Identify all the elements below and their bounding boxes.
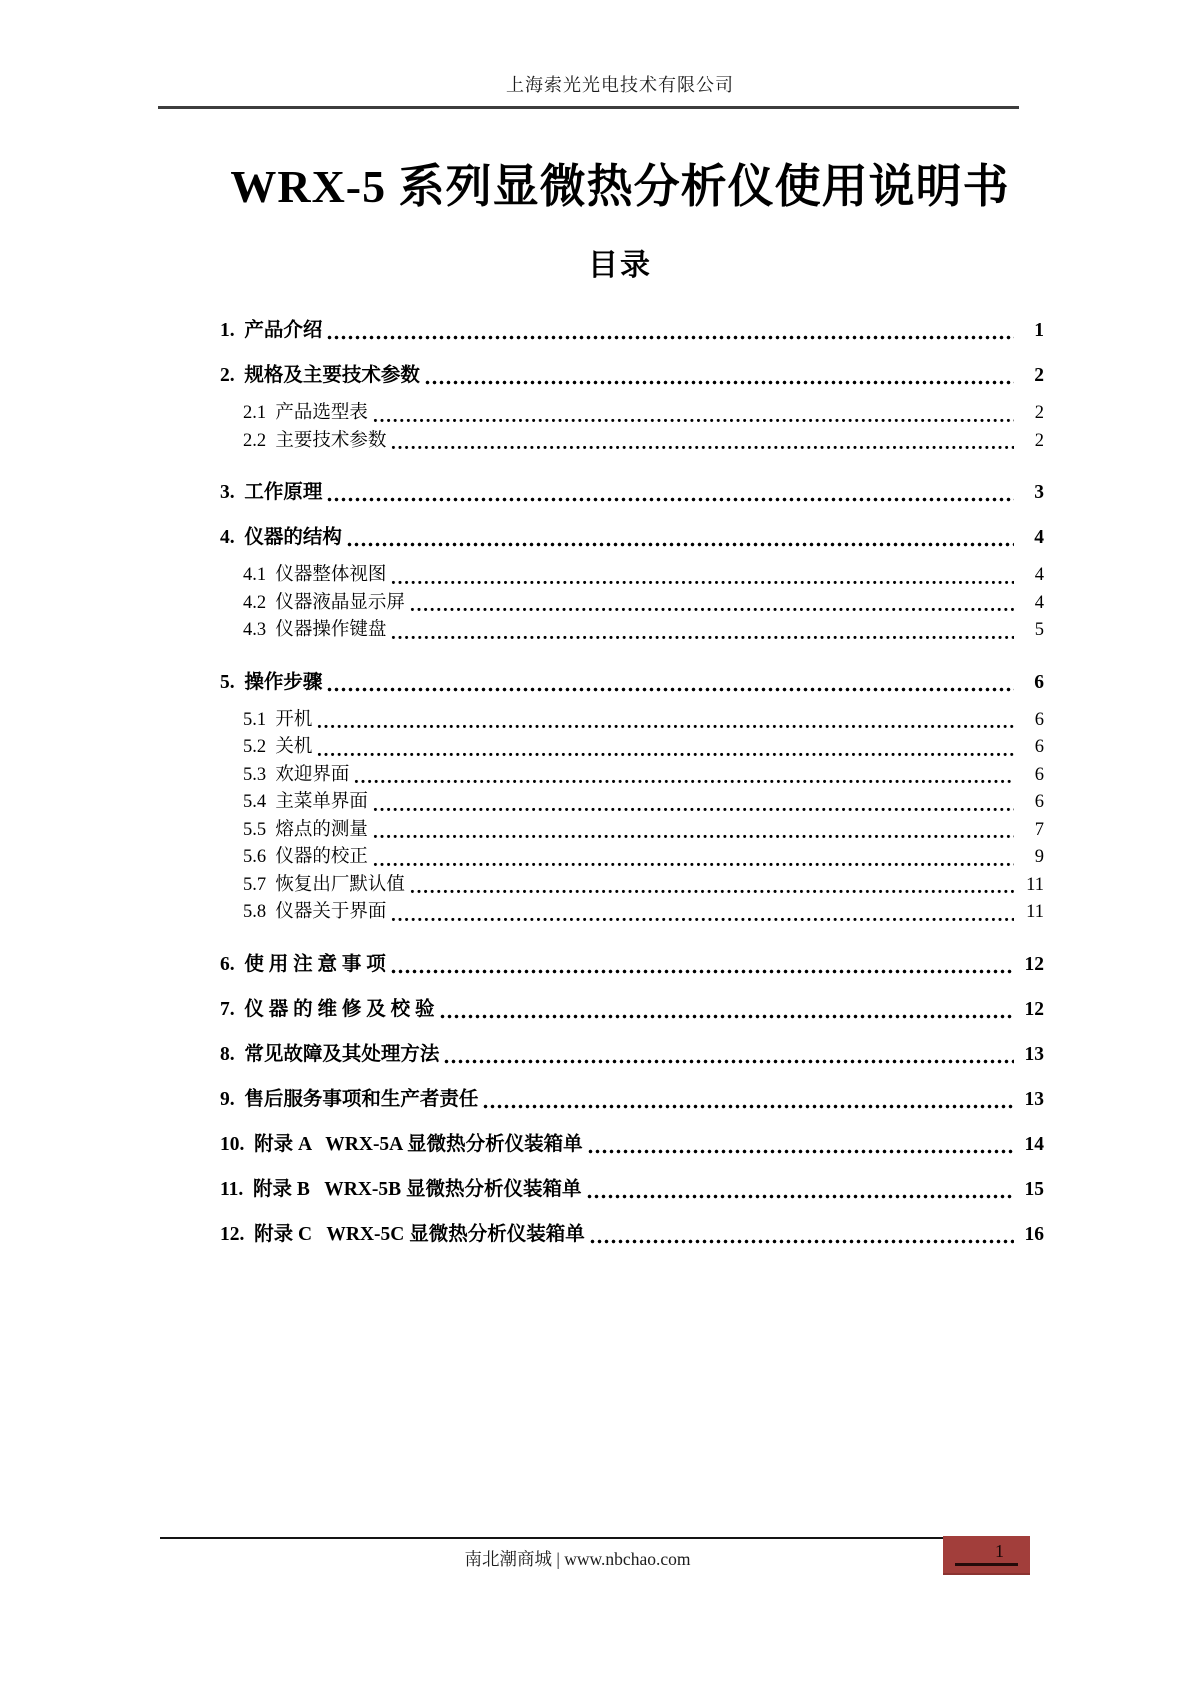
toc-dot-leader	[410, 889, 1014, 894]
toc-entry[interactable]	[220, 1221, 1044, 1249]
toc-entry[interactable]	[220, 872, 1044, 900]
footer-site-text: 南北潮商城 | www.nbchao.com	[464, 1549, 691, 1569]
toc-entry-page: 11	[1026, 874, 1044, 895]
toc-entry[interactable]	[220, 617, 1044, 645]
page-number-underline	[955, 1563, 1018, 1566]
toc-entry-label: 4.3 仪器操作键盘	[243, 620, 387, 640]
toc-dot-leader	[391, 580, 1014, 585]
toc-entry-page: 1	[1034, 320, 1044, 341]
toc-entry-label: 5.4 主菜单界面	[243, 792, 368, 812]
toc-dot-leader	[587, 1194, 1015, 1199]
toc-dot-leader	[373, 418, 1014, 423]
toc-entry-page: 4	[1034, 565, 1044, 585]
toc-entry-page: 2	[1034, 430, 1044, 451]
toc-entry[interactable]	[220, 428, 1044, 456]
header-rule	[158, 106, 1019, 109]
toc-entry[interactable]	[220, 817, 1044, 845]
toc-dot-leader	[590, 1239, 1014, 1244]
toc-entry-page: 15	[1024, 1178, 1044, 1200]
toc-entry-label: 4.2 仪器液晶显示屏	[243, 592, 405, 613]
toc-dot-leader	[440, 1014, 1014, 1019]
toc-entry[interactable]	[220, 844, 1044, 872]
toc-entry-page: 6	[1034, 792, 1044, 812]
toc-entry-label: 5.1 开机	[243, 709, 313, 730]
toc-entry-page: 11	[1026, 902, 1044, 922]
page-number-value: 1	[995, 1541, 1004, 1561]
toc-entry-label: 5. 操作步骤	[220, 671, 323, 693]
toc-entry-label: 1. 产品介绍	[220, 320, 323, 341]
toc-entry-label: 2.2 主要技术参数	[243, 430, 387, 451]
toc-entry-page: 12	[1024, 998, 1044, 1020]
toc-entry[interactable]	[220, 524, 1044, 552]
toc-entry-label: 11. 附录 B WRX-5B 显微热分析仪装箱单	[220, 1178, 582, 1200]
toc-dot-leader	[425, 380, 1014, 385]
toc-entry-label: 3. 工作原理	[220, 482, 323, 503]
toc-entry-label: 2. 规格及主要技术参数	[220, 365, 420, 386]
toc-entry-page: 5	[1034, 620, 1044, 640]
toc-entry-page: 6	[1034, 764, 1044, 785]
toc-entry[interactable]	[220, 1176, 1044, 1204]
toc-entry[interactable]	[220, 899, 1044, 927]
toc-heading: 目录	[588, 249, 652, 282]
toc-dot-leader	[373, 862, 1014, 867]
toc-entry-page: 9	[1034, 847, 1044, 867]
toc-entry-page: 13	[1024, 1043, 1044, 1065]
toc-entry-label: 2.1 产品选型表	[243, 403, 368, 423]
toc-dot-leader	[327, 335, 1014, 340]
toc-entry-label: 5.7 恢复出厂默认值	[243, 874, 405, 895]
toc-entry[interactable]	[220, 1041, 1044, 1069]
toc-entry[interactable]	[220, 317, 1044, 345]
toc-entry[interactable]	[220, 590, 1044, 618]
toc-entry-label: 5.8 仪器关于界面	[243, 902, 387, 922]
toc-dot-leader	[317, 724, 1014, 729]
toc-entry-label: 12. 附录 C WRX-5C 显微热分析仪装箱单	[220, 1223, 585, 1245]
toc-entry[interactable]	[220, 734, 1044, 762]
toc-entry[interactable]	[220, 400, 1044, 428]
toc-dot-leader	[391, 917, 1014, 922]
toc-entry[interactable]	[220, 562, 1044, 590]
toc-entry-page: 13	[1024, 1088, 1044, 1110]
toc-entry-page: 4	[1034, 592, 1044, 613]
toc-dot-leader	[391, 635, 1014, 640]
toc-entry-label: 9. 售后服务事项和生产者责任	[220, 1088, 479, 1110]
header-company-name: 上海索光光电技术有限公司	[506, 75, 734, 95]
toc-entry-label: 10. 附录 A WRX-5A 显微热分析仪装箱单	[220, 1133, 583, 1155]
toc-entry-page: 6	[1034, 671, 1044, 693]
page-number-box	[943, 1536, 1030, 1575]
toc-entry-label: 6. 使 用 注 意 事 项	[220, 953, 386, 975]
toc-entry-label: 7. 仪 器 的 维 修 及 校 验	[220, 998, 435, 1020]
toc-entry-page: 14	[1024, 1133, 1044, 1155]
toc-entry-label: 8. 常见故障及其处理方法	[220, 1043, 440, 1065]
toc-entry[interactable]	[220, 707, 1044, 735]
toc-entry-label: 5.5 熔点的测量	[243, 819, 368, 840]
toc-dot-leader	[373, 807, 1014, 812]
toc-entry-page: 6	[1034, 709, 1044, 730]
toc-dot-leader	[588, 1149, 1014, 1154]
toc-entry-page: 2	[1034, 403, 1044, 423]
toc-dot-leader	[373, 834, 1014, 839]
toc-entry-page: 7	[1034, 819, 1044, 840]
toc-dot-leader	[354, 779, 1014, 784]
toc-entry[interactable]	[220, 669, 1044, 697]
toc-entry[interactable]	[220, 1086, 1044, 1114]
toc-entry-page: 16	[1024, 1223, 1044, 1245]
toc-entry[interactable]	[220, 789, 1044, 817]
toc-dot-leader	[444, 1059, 1014, 1064]
toc-entry-label: 5.6 仪器的校正	[243, 847, 368, 867]
toc-entry-label: 4.1 仪器整体视图	[243, 565, 387, 585]
toc-dot-leader	[391, 445, 1014, 450]
toc-dot-leader	[391, 969, 1014, 974]
toc-entry[interactable]	[220, 1131, 1044, 1159]
toc-dot-leader	[327, 687, 1014, 692]
toc-dot-leader	[347, 542, 1014, 547]
toc-entry[interactable]	[220, 362, 1044, 390]
toc-entry-page: 4	[1034, 527, 1044, 548]
toc-dot-leader	[327, 497, 1014, 502]
toc-entry-label: 5.2 关机	[243, 737, 313, 757]
toc-dot-leader	[317, 752, 1014, 757]
document-title: WRX-5 系列显微热分析仪使用说明书	[230, 161, 1010, 212]
toc-entry-page: 6	[1034, 737, 1044, 757]
toc-entry-label: 5.3 欢迎界面	[243, 764, 350, 785]
toc-entry-page: 3	[1034, 482, 1044, 503]
toc-list	[220, 300, 1044, 1259]
toc-entry[interactable]	[220, 762, 1044, 790]
toc-entry-page: 2	[1034, 365, 1044, 386]
toc-entry[interactable]	[220, 996, 1044, 1024]
toc-entry[interactable]	[220, 951, 1044, 979]
footer-rule	[160, 1537, 943, 1539]
toc-dot-leader	[483, 1104, 1014, 1109]
toc-dot-leader	[410, 607, 1014, 612]
toc-entry-label: 4. 仪器的结构	[220, 527, 342, 548]
toc-entry[interactable]	[220, 479, 1044, 507]
toc-entry-page: 12	[1024, 953, 1044, 975]
